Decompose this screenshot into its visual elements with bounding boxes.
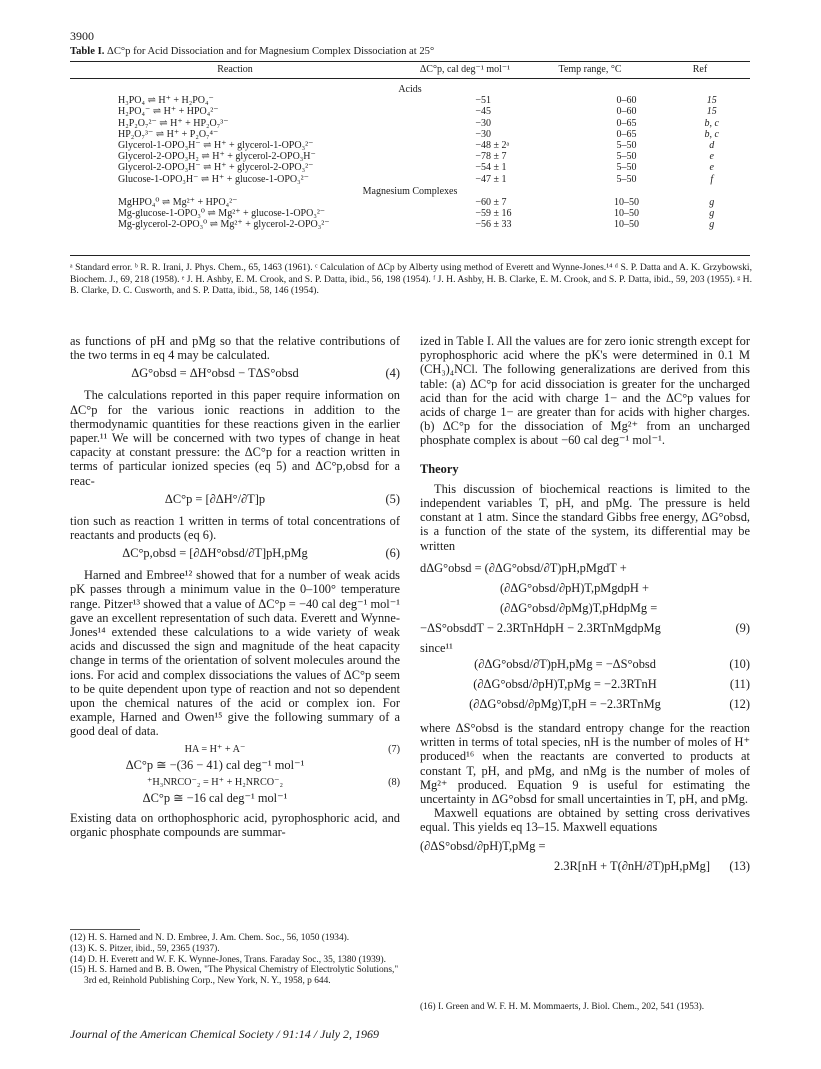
section-acids: Acids [398,84,422,95]
left-para-3: tion such as reaction 1 written in terms of total concentrations of reactants and products (eq 6). [70,513,400,543]
ref-cell: b, c [704,117,719,129]
equation-10: (∂ΔG°obsd/∂T)pH,pMg = −ΔS°obsd (10) [474,657,750,672]
table-caption [70,46,434,57]
table-row [70,140,750,151]
right-para-4: Maxwell equations are obtained by setting cross derivatives equal. This yields eq 13–15. Maxwell equations [420,806,750,835]
dcp-cell: −47 ± 1 [475,173,507,185]
ref-cell: 15 [706,95,717,107]
ref-cell: b, c [704,128,719,140]
temp-range-cell: 0–60 [616,106,637,118]
table-caption-text: ΔC°p for Acid Dissociation and for Magnesium Complex Dissociation at 25° [107,46,435,57]
table-row [70,118,750,129]
reaction-cell: Mg-glucose-1-OPO₃⁰ ⇌ Mg²⁺ + glucose-1-OPO₃²⁻ [118,208,326,220]
reference-item: (15) H. S. Harned and B. B. Owen, "The Physical Chemistry of Electrolytic Solutions," 3rd ed, Reinhold Publishing Corp., New York, N. Y., 1958, p 644. [70,965,399,987]
ref-cell: 15 [706,106,717,118]
dcp-cell: −51 [475,95,492,107]
header-reaction: Reaction [217,64,253,75]
reference-16: (16) I. Green and W. F. H. M. Mommaerts, J. Biol. Chem., 202, 541 (1953). [420,1002,705,1012]
reaction-cell: Mg-glycerol-2-OPO₃⁰ ⇌ Mg²⁺ + glycerol-2-OPO₃²⁻ [118,219,330,231]
table-row [70,95,750,106]
table-header [70,64,750,75]
equation-8b: ΔC°p ≅ −16 cal deg⁻¹ mol⁻¹ [142,790,288,805]
table-footnotes: ᵃ Standard error. ᵇ R. R. Irani, J. Phys. Chem., 65, 1463 (1961). ᶜ Calculation of ΔCp by Alberty using method of Everett and Wynne-Jones.¹⁴ ᵈ S. P. Datta and A. K. Grzybowski, Biochem. J., 69, 218 (1958). ᵉ J. H. Ashby, E. M. Crook, and S. P. Datta, ibid., 56, 198 (1954). ᶠ J. H. Ashby, H. B. Clarke, E. M. Crook, and S. P. Datta, ibid., 59, 203 (1955). ᵍ H. B. Clarke, D. C. Cusworth, and S. P. Datta, ibid., 58, 146 (1954). [70,262,752,297]
reaction-cell: Glycerol-2-OPO₃H⁻ ⇌ H⁺ + glycerol-2-OPO₃²⁻ [118,162,314,174]
reference-item: (12) H. S. Harned and N. D. Embree, J. Am. Chem. Soc., 56, 1050 (1934). [70,933,350,943]
reference-item: (14) D. H. Everett and W. F. K. Wynne-Jones, Trans. Faraday Soc., 35, 1380 (1939). [70,954,386,965]
temp-range-cell: 10–50 [614,219,640,231]
equation-11: (∂ΔG°obsd/∂pH)T,pMg = −2.3RTnH (11) [473,677,750,692]
table-label: Table I. [70,46,105,57]
reaction-cell: Glycerol-1-OPO₃H⁻ ⇌ H⁺ + glycerol-1-OPO₃²⁻ [118,140,314,152]
reaction-cell: Glycerol-2-OPO₃H₂ ⇌ H⁺ + glycerol-2-OPO₃H⁻ [118,151,316,163]
reaction-cell: MgHPO₄⁰ ⇌ Mg²⁺ + HPO₄²⁻ [118,197,238,209]
temp-range-cell: 5–50 [616,162,637,174]
reaction-cell: Glucose-1-OPO₃H⁻ ⇌ H⁺ + glucose-1-OPO₃²⁻ [118,173,309,185]
temp-range-cell: 5–50 [616,173,637,185]
dcp-cell: −60 ± 7 [475,197,507,209]
equation-7: HA = H⁺ + A⁻ (7) [184,743,400,755]
left-para-5: Existing data on orthophosphoric acid, pyrophosphoric acid, and organic phosphate compounds are summar- [70,810,400,839]
table-row [70,197,750,208]
header-ref: Ref [692,64,708,75]
mg-rows [70,197,750,231]
temp-range-cell: 10–50 [614,197,640,209]
right-para-3: where ΔS°obsd is the standard entropy change for the reaction written in terms of total species, nH is the number of moles of H⁺ produced¹⁶ when the reactants are converted to products at constant T, pH, and pMg, and nMg is the number of moles of Mg²⁺ produced. Equation 9 is useful for estimating the uncertainty in ΔG°obsd for small uncertainties in T, pH, and pMg. [420,721,750,807]
left-references [70,933,400,987]
journal-footer: Journal of the American Chemical Society / 91:14 / July 2, 1969 [70,1027,380,1041]
ref-cell: g [709,219,715,231]
section-mg: Magnesium Complexes [362,185,458,197]
equation-9: dΔG°obsd = (∂ΔG°obsd/∂T)pH,pMgdT + (∂ΔG°obsd/∂pH)T,pMgdpH + (∂ΔG°obsd/∂pMg)T,pHdpMg = −ΔS°obsddT − 2.3RTnHdpH − 2.3RTnMgdpMg (9) [420,560,750,635]
equation-6: ΔC°p,obsd = [∂ΔH°obsd/∂T]pH,pMg (6) [122,546,400,561]
left-para-4: Harned and Embree¹² showed that for a number of weak acids pK passes through a minimum value in the 0–100° temperature range. Pitzer¹³ showed that a value of ΔC°p = −40 cal deg⁻¹ mol⁻¹ gave an excellent representation of such data. Everett and Wynne-Jones¹⁴ extended these calculations to a wide variety of weak acids and discussed the sign and magnitude of the heat capacity change in terms of the orientation of solvent molecules around the ions. For acid and complex dissociations the values of ΔC°p seem to be quite dependent upon type of reaction and not so dependent upon the chemical natures of the acid or complex ion. For example, Harned and Owen¹⁵ give the following summary of a good deal of data. [70,568,400,739]
reaction-cell: HP₂O₇³⁻ ⇌ H⁺ + P₂O₇⁴⁻ [118,128,219,140]
table-row [70,174,750,185]
table-row [70,151,750,162]
equation-7b: ΔC°p ≅ −(36 − 41) cal deg⁻¹ mol⁻¹ [125,757,305,772]
table-top-rule [70,61,750,62]
left-para-1: as functions of pH and pMg so that the relative contributions of the two terms in eq 4 may be calculated. [70,334,400,363]
dcp-cell: −45 [475,106,492,118]
temp-range-cell: 0–65 [616,117,637,129]
reference-item: (13) K. S. Pitzer, ibid., 59, 2365 (1937). [70,943,220,954]
table-row [70,129,750,140]
dcp-cell: −78 ± 7 [475,151,507,163]
dcp-cell: −54 ± 1 [475,162,507,174]
right-para-1: ized in Table I. All the values are for zero ionic strength except for pyrophosphoric acid where the pK's were determined in 0.1 M (CH₃)₄NCl. The following generalizations are derived from this table: (a) ΔC°p for acid dissociation is greater for the uncharged acid than for the acid with charge 1− and the ΔC°p values for acids of charge 1− are greater than for acids with higher charges. (b) ΔC°p for the dissociation of Mg²⁺ from an uncharged phosphate complex is about −60 cal deg⁻¹ mol⁻¹. [420,334,750,448]
table-row [70,208,750,219]
ref-cell: e [709,162,714,174]
header-temp: Temp range, °C [558,64,622,75]
left-para-2: The calculations reported in this paper require information on ΔC°p for the various ionic reactions in addition to the thermodynamic quantities for these reactions given in the earlier paper.¹¹ We will be concerned with two types of change in heat capacity at constant pressure: the ΔC°p for a reaction written in terms of particular ionized species (eq 5) and ΔC°p,obsd for a reac- [70,388,400,488]
table-row [70,106,750,117]
temp-range-cell: 0–65 [616,128,637,140]
table-bottom-rule [70,255,750,256]
reaction-cell: H₃PO₄ ⇌ H⁺ + H₂PO₄⁻ [118,95,214,107]
right-column [420,334,750,879]
dcp-cell: −48 ± 2ᵃ [475,140,510,152]
right-references [420,1002,750,1013]
temp-range-cell: 10–50 [614,208,640,220]
ref-cell: g [709,197,715,209]
temp-range-cell: 5–50 [616,140,637,152]
since-text: since¹¹ [420,640,453,655]
dcp-cell: −59 ± 16 [475,208,512,220]
dcp-cell: −30 [475,128,492,140]
equation-8: ⁺H₃NRCO⁻₂ = H⁺ + H₂NRCO⁻₂ (8) [146,776,400,788]
equation-4: ΔG°obsd = ΔH°obsd − TΔS°obsd (4) [131,366,400,381]
table-header-rule [70,78,750,79]
table-row [70,219,750,230]
ref-cell: g [709,208,715,220]
reaction-cell: H₂PO₄⁻ ⇌ H⁺ + HPO₄²⁻ [118,106,219,118]
temp-range-cell: 5–50 [616,151,637,163]
right-para-2: This discussion of biochemical reactions is limited to the independent variables T, pH, and pMg. The pressure is held constant at 1 atm. Since the standard Gibbs free energy, ΔG°obsd, is a function of the state of the system, its differential may be written [420,481,750,553]
acid-rows [70,95,750,185]
temp-range-cell: 0–60 [616,95,637,107]
data-table [70,83,750,231]
dcp-cell: −56 ± 33 [475,219,512,231]
left-footnote-rule [70,929,140,930]
ref-cell: e [709,151,714,163]
ref-cell: d [709,140,715,152]
header-dcp: ΔC°p, cal deg⁻¹ mol⁻¹ [419,64,511,75]
equation-12: (∂ΔG°obsd/∂pMg)T,pH = −2.3RTnMg (12) [469,697,750,712]
left-column [70,334,400,839]
table-row [70,162,750,173]
ref-cell: f [710,173,714,185]
equation-5: ΔC°p = [∂ΔH°/∂T]p (5) [164,491,400,506]
reaction-cell: H₂P₂O₇²⁻ ⇌ H⁺ + HP₂O₇³⁻ [118,117,229,129]
equation-13: (∂ΔS°obsd/∂pH)T,pMg = 2.3R[nH + T(∂nH/∂T)pH,pMg] (13) [420,838,750,873]
dcp-cell: −30 [475,117,492,129]
page-number: 3900 [70,29,94,43]
theory-heading: Theory [420,461,459,476]
